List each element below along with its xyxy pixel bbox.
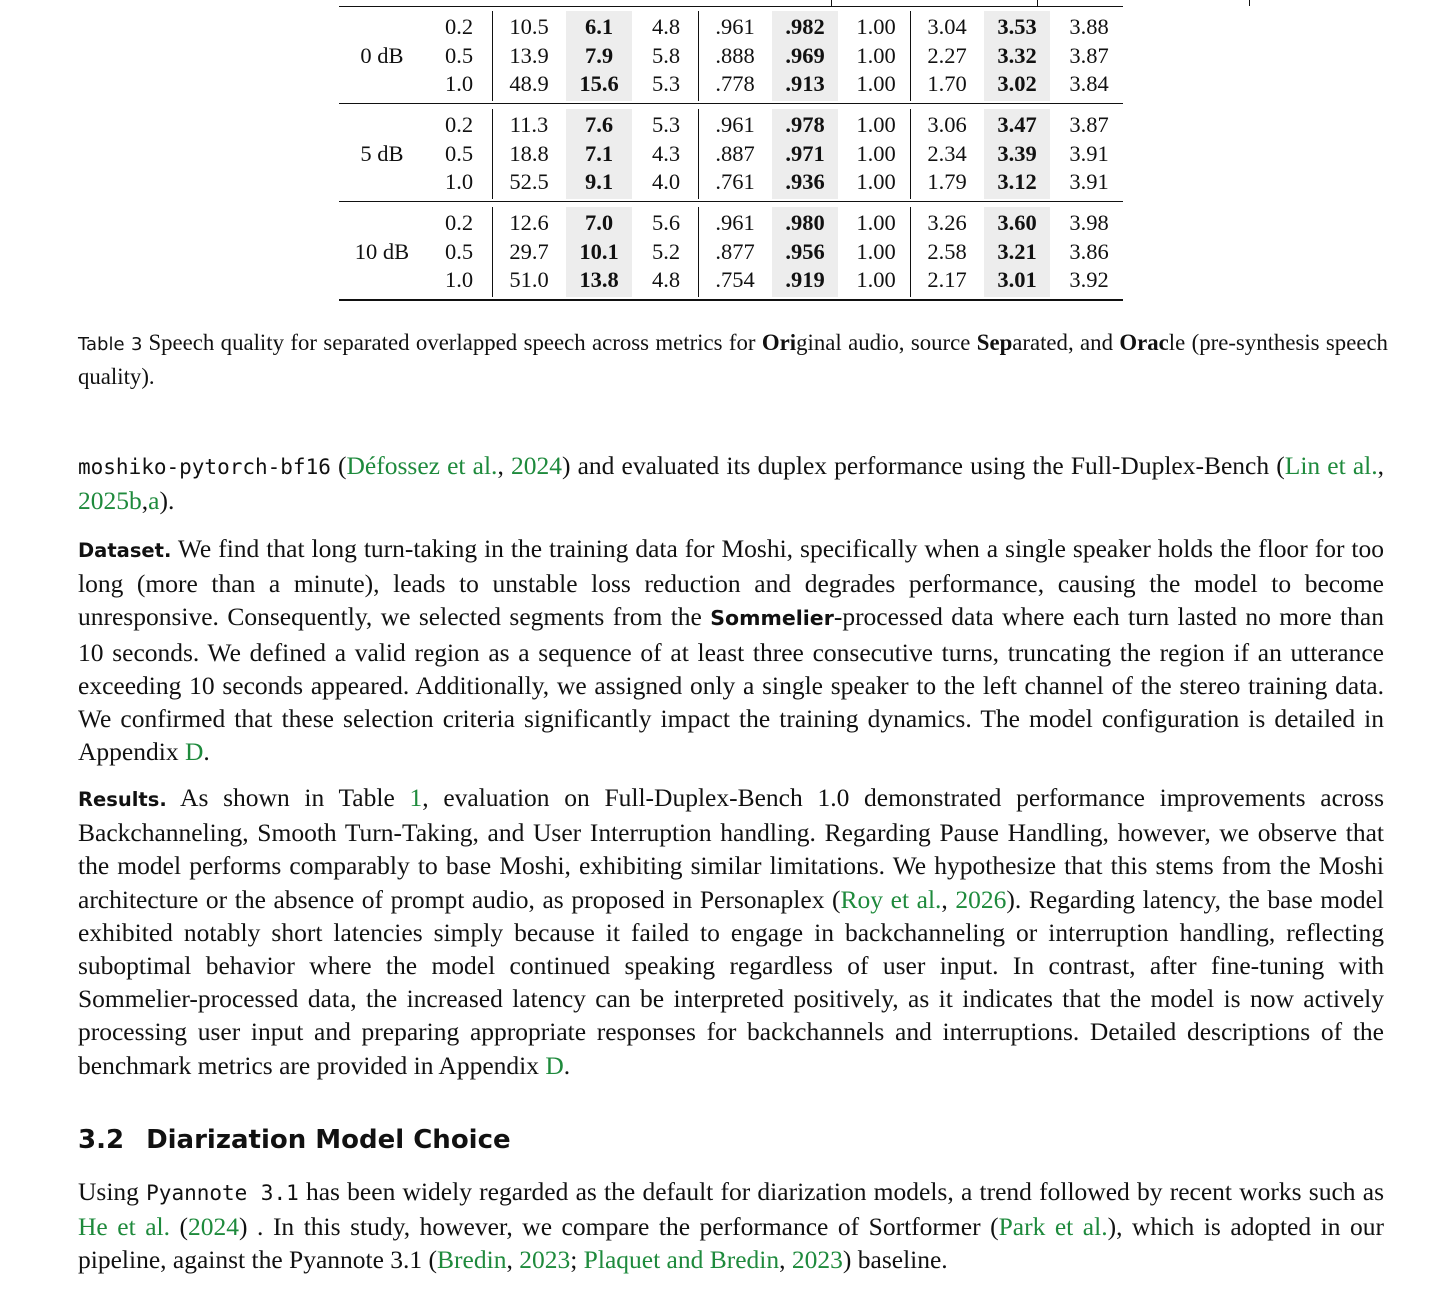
table-cell: 12.6: [509, 210, 549, 235]
table-cell: 3.01: [997, 267, 1037, 292]
table-cell: 1.00: [856, 210, 896, 235]
table-rule: [339, 201, 1123, 202]
table-cell: 5.2: [651, 238, 681, 264]
table-cell: 9.1: [584, 169, 614, 194]
table-link[interactable]: 1: [409, 783, 423, 812]
appendix-link[interactable]: D: [545, 1050, 564, 1080]
table-vline: [910, 11, 911, 101]
table-cell: 5.6: [651, 210, 681, 235]
citation-link[interactable]: Park et al.: [998, 1212, 1108, 1242]
table-cell: 1.00: [856, 169, 896, 194]
model-name: moshiko-pytorch-bf16: [78, 455, 331, 479]
citation-link[interactable]: Bredin: [437, 1245, 507, 1275]
results-table: [339, 0, 1123, 303]
table-cell: 13.8: [579, 267, 619, 292]
table-cell: 3.91: [1069, 140, 1109, 166]
table-cell: 3.06: [927, 112, 967, 137]
table-cell: 3.12: [997, 169, 1037, 194]
section-title: Diarization Model Choice: [146, 1125, 511, 1155]
table-cell: 5.3: [651, 71, 681, 96]
group-label: 0 dB: [360, 42, 404, 68]
table-cell: 3.86: [1069, 238, 1109, 264]
table-cell: 1.00: [856, 140, 896, 166]
table-cell: .956: [785, 238, 825, 264]
citation-link[interactable]: 2023: [791, 1245, 843, 1275]
table-cell: 3.87: [1069, 112, 1109, 137]
table-cell: 4.0: [651, 169, 681, 194]
table-cell: 3.87: [1069, 42, 1109, 68]
table-cell: 3.21: [997, 238, 1037, 264]
table-cell: 1.0: [444, 267, 474, 292]
table-cell: 3.02: [997, 71, 1037, 96]
table-cell: 51.0: [509, 267, 549, 292]
table-vline: [492, 11, 493, 101]
table-cell: 1.0: [444, 71, 474, 96]
paragraph-results: Results. As shown in Table 1, evaluation on Full-Duplex-Bench 1.0 demonstrated performance improvements across Backchanneling, Smooth Turn-Taking, and User Interruption handling. Regarding Pause Handling, however, we observe that the model performs comparably to base Moshi, exhibiting similar limitations. We hypothesize that this stems from the Moshi architecture or the absence of prompt audio, as proposed in Personaplex (Roy et al., 2026). Regarding latency, the base model exhibited notably short latencies simply because it failed to engage in backchanneling or interruption handling, reflecting suboptimal behavior where the model continued speaking regardless of user input. In contrast, after fine-tuning with Sommelier-processed data, the increased latency can be interpreted positively, as it indicates that the model is now actively processing user input and preparing appropriate responses for backchannels and interruptions. Detailed descriptions of the benchmark metrics are provided in Appendix D.: [78, 783, 1385, 1080]
pyannote-name: Pyannote 3.1: [146, 1181, 299, 1205]
section-heading: [78, 1122, 511, 1158]
citation-link[interactable]: Plaquet and Bredin: [583, 1245, 780, 1275]
table-cell: 1.70: [927, 71, 967, 96]
table-cell: .778: [715, 71, 755, 96]
table-cell: 29.7: [509, 238, 549, 264]
table-cell: 2.34: [927, 140, 967, 166]
table-cell: 2.27: [927, 42, 967, 68]
group-label: 10 dB: [354, 238, 410, 264]
table-cell: 5.3: [651, 112, 681, 137]
citation-link[interactable]: 2024: [510, 451, 562, 480]
table-rule: [339, 103, 1123, 104]
table-cell: 3.53: [997, 14, 1037, 39]
table-vline: [910, 109, 911, 199]
table-cell: .877: [715, 238, 755, 264]
caption-label: Table 3: [78, 334, 143, 355]
citation-link[interactable]: Roy et al.: [840, 884, 942, 914]
table-cell: .888: [715, 42, 755, 68]
table-vline: [910, 207, 911, 297]
table-cell: 15.6: [579, 71, 619, 96]
paragraph-lead-dataset: Dataset.: [78, 539, 172, 562]
table-rule: [339, 299, 1123, 301]
table-cell: 0.2: [444, 210, 474, 235]
table-cell: .971: [785, 140, 825, 166]
table-cell: 1.00: [856, 238, 896, 264]
table-cell: 3.04: [927, 14, 967, 39]
table-cell: 7.0: [584, 210, 614, 235]
table-cell: 13.9: [509, 42, 549, 68]
citation-link[interactable]: He et al.: [78, 1212, 170, 1242]
table-cell: .961: [715, 14, 755, 39]
table-cell: .887: [715, 140, 755, 166]
table-cell: .936: [785, 169, 825, 194]
table-cell: .913: [785, 71, 825, 96]
table-cell: 3.47: [997, 112, 1037, 137]
table-cell: 1.00: [856, 267, 896, 292]
citation-link[interactable]: 2026: [955, 884, 1007, 914]
table-cell: .754: [715, 267, 755, 292]
table-cell: .982: [785, 14, 825, 39]
table-cell: 1.00: [856, 14, 896, 39]
citation-link[interactable]: 2023: [519, 1245, 571, 1275]
table-cell: 2.58: [927, 238, 967, 264]
table-cell: 52.5: [509, 169, 549, 194]
paragraph-lead-results: Results.: [78, 788, 167, 811]
table-vline: [492, 207, 493, 297]
table-cell: .978: [785, 112, 825, 137]
table-rule: [339, 6, 1123, 7]
table-cell: 2.17: [927, 267, 967, 292]
paragraph-diarization: Using Pyannote 3.1 has been widely regarded as the default for diarization models, a trend followed by recent works such as He et al. (2024) . In this study, however, we compare the performance of Sortformer (Park et al.), which is adopted in our pipeline, against the Pyannote 3.1 (Bredin, 2023; Plaquet and Bredin, 2023) baseline.: [78, 1177, 1384, 1275]
table-cell: 3.98: [1069, 210, 1109, 235]
table-cell: 0.5: [444, 42, 474, 68]
paragraph-dataset: Dataset. We find that long turn-taking in the training data for Moshi, specifically when a single speaker holds the floor for too long (more than a minute), leads to unstable loss reduction and degrades performance, causing the model to become unresponsive. Consequently, we selected segments from the Sommelier-processed data where each turn lasted no more than 10 seconds. We defined a valid region as a sequence of at least three consecutive turns, truncating the region if an utterance exceeding 10 seconds appeared. Additionally, we assigned only a single speaker to the left channel of the stereo training data. We confirmed that these selection criteria significantly impact the training dynamics. The model configuration is detailed in Appendix D.: [78, 534, 1385, 767]
table-cell: 10.5: [509, 14, 549, 39]
table-vline: [698, 109, 699, 199]
table-top-vline: [1249, 0, 1250, 6]
table-cell: 1.0: [444, 169, 474, 194]
table-cell: 3.88: [1069, 14, 1109, 39]
sommelier-name: Sommelier: [710, 606, 834, 631]
table-cell: 0.5: [444, 140, 474, 166]
table-cell: 3.84: [1069, 71, 1109, 96]
table-cell: 0.5: [444, 238, 474, 264]
table-cell: 3.92: [1069, 267, 1109, 292]
table-cell: 11.3: [509, 112, 549, 137]
paragraph-model-intro: moshiko-pytorch-bf16 (Défossez et al., 2024) and evaluated its duplex performance using the Full-Duplex-Bench (Lin et al., 2025b,a).: [78, 451, 1384, 516]
table-vline: [698, 11, 699, 101]
citation-link[interactable]: Lin et al.: [1284, 451, 1378, 480]
table-cell: 1.00: [856, 112, 896, 137]
table-cell: 0.2: [444, 112, 474, 137]
table-cell: 6.1: [584, 14, 614, 39]
table-cell: .961: [715, 210, 755, 235]
table-vline: [698, 207, 699, 297]
table-cell: 3.39: [997, 140, 1037, 166]
table-cell: 3.60: [997, 210, 1037, 235]
appendix-link[interactable]: D: [184, 737, 204, 767]
table-cell: 4.8: [651, 14, 681, 39]
table-vline: [492, 109, 493, 199]
table-cell: 1.00: [856, 71, 896, 96]
table-cell: 7.6: [584, 112, 614, 137]
citation-link[interactable]: 2024: [188, 1212, 240, 1242]
table-cell: 4.3: [651, 140, 681, 166]
table-cell: 10.1: [579, 238, 619, 264]
table-cell: 0.2: [444, 14, 474, 39]
table-cell: 18.8: [509, 140, 549, 166]
table-cell: 1.00: [856, 42, 896, 68]
table-cell: 1.79: [927, 169, 967, 194]
table-cell: .961: [715, 112, 755, 137]
table-cell: 7.9: [584, 42, 614, 68]
group-label: 5 dB: [360, 140, 404, 166]
table-cell: 3.26: [927, 210, 967, 235]
table-caption: Table 3 Speech quality for separated overlapped speech across metrics for Original audio, source Separated, and Oracle (pre-synthesis speech quality).: [78, 330, 1388, 389]
citation-link[interactable]: 2025b: [78, 486, 142, 516]
citation-link[interactable]: Défossez et al.: [346, 451, 498, 480]
table-cell: .919: [785, 267, 825, 292]
table-cell: 3.32: [997, 42, 1037, 68]
table-cell: 7.1: [584, 140, 614, 166]
table-cell: 5.8: [651, 42, 681, 68]
table-cell: 3.91: [1069, 169, 1109, 194]
citation-link[interactable]: a: [148, 486, 160, 516]
section-number: 3.2: [78, 1125, 125, 1155]
table-cell: 4.8: [651, 267, 681, 292]
table-cell: .761: [715, 169, 755, 194]
table-cell: .969: [785, 42, 825, 68]
table-cell: .980: [785, 210, 825, 235]
table-cell: 48.9: [509, 71, 549, 96]
